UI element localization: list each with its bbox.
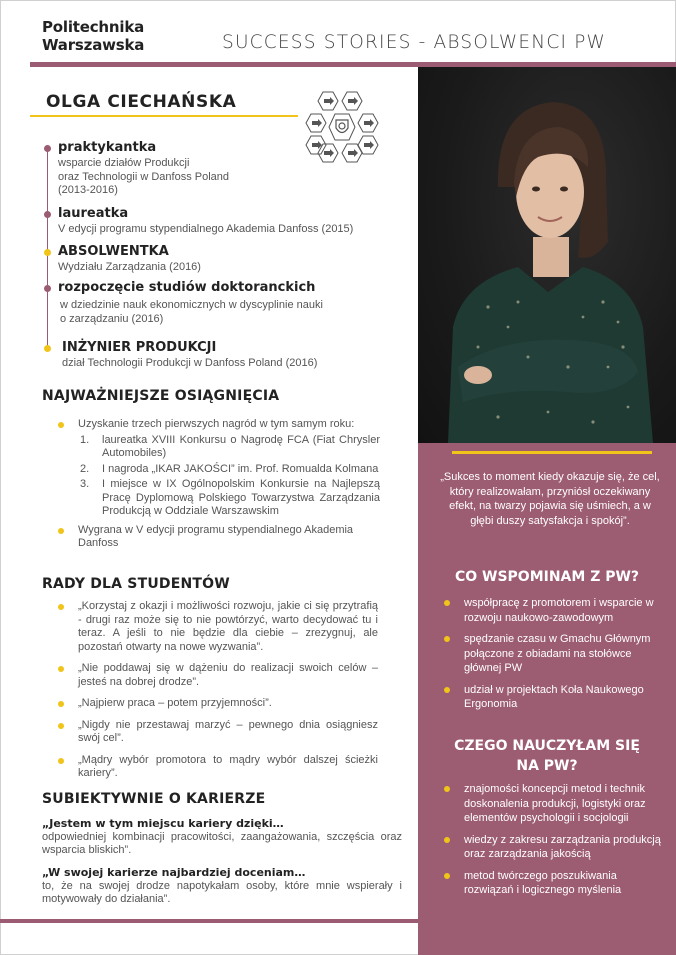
list-item: współpracę z promotorem i wsparcie w rozwoju naukowo-zawodowym (444, 596, 666, 625)
list-item: spędzanie czasu w Gmachu Głównym połączone z obiadami na stołówce głównej PW (444, 632, 666, 676)
tips-list (58, 600, 378, 789)
list-item: „Korzystaj z okazji i możliwości rozwoju, jakie ci się przytrafią - drugi raz może się to nie powtórzyć, warto decydować tu i teraz. A jeśli to nie będzie dla ciebie – zrezygnuj, ale pozostań otwarty na nowe wyzwania”. (58, 600, 378, 654)
timeline-desc-line: o zarządzaniu (2016) (60, 312, 164, 325)
career-answer-1 (42, 817, 402, 858)
learned-title (428, 736, 666, 776)
list-item: „Najpierw praca – potem przyjemności”. (58, 697, 378, 711)
list-item: „Nigdy nie przestawaj marzyć – pewnego dnia osiągniesz swój cel”. (58, 719, 378, 746)
learned-title-line: NA PW? (516, 758, 578, 774)
timeline-desc-line: wsparcie działów Produkcji (58, 157, 190, 169)
achievement-text: Uzyskanie trzech pierwszych nagród w tym samym roku: (78, 418, 355, 430)
list-item (78, 434, 380, 461)
profile-name: OLGA CIECHAŃSKA (46, 92, 237, 112)
list-item: wiedzy z zakresu zarządzania produkcją oraz zarządzania jakością (444, 833, 666, 862)
timeline-heading: praktykantka (58, 140, 157, 155)
career-answer: odpowiedniej kombinacji pracowitości, zaangażowania, szczęścia oraz wsparcia bliskich”. (42, 830, 402, 856)
award-text: I miejsce w IX Ogólnopolskim Konkursie na Najlepszą Pracę Dyplomową Polskiego Towarzystwa Zarządzania Produkcją w Oddziale Warszawskim (102, 478, 380, 517)
achievement-text: Wygrana w V edycji programu stypendialnego Akademia Danfoss (78, 523, 354, 549)
logo-line-1: Politechnika (42, 18, 145, 36)
award-number: 1. (80, 433, 90, 446)
timeline-line (47, 147, 48, 347)
list-item: znajomości koncepcji metod i technik doskonalenia produkcji, logistyki oraz elementów psychologii i socjologii (444, 782, 666, 826)
timeline-desc-line: oraz Technologii w Danfoss Poland (58, 170, 230, 183)
timeline-desc-line: w dziedzinie nauk ekonomicznych w dyscyplinie nauki (60, 299, 323, 311)
list-item (58, 524, 380, 551)
timeline-dot (44, 345, 51, 352)
list-item: udział w projektach Koła Naukowego Ergonomia (444, 683, 666, 712)
portrait-photo (418, 67, 676, 443)
list-item (78, 463, 380, 477)
timeline-description (62, 357, 317, 371)
timeline-description (58, 223, 353, 237)
timeline-desc-line: V edycji programu stypendialnego Akademia Danfoss (2015) (58, 223, 354, 235)
portrait-illustration (418, 67, 676, 443)
tips-title: RADY DLA STUDENTÓW (42, 576, 230, 592)
timeline-desc-line: Wydziału Zarządzania (2016) (58, 261, 201, 273)
timeline-description (60, 299, 323, 326)
learned-list (444, 782, 666, 905)
timeline-heading: rozpoczęcie studiów doktoranckich (58, 280, 316, 295)
award-text: laureatka XVIII Konkursu o Nagrodę FCA (Fiat Chrysler Automobiles) (102, 433, 380, 459)
timeline-dot (44, 285, 51, 292)
award-number: 3. (80, 478, 90, 490)
success-quote: „Sukces to moment kiedy okazuje się, że cel, który realizowałam, przyniósł oczekiwany efekt, na twarzy pojawia się uśmiech, a w głębi duszy satysfakcja i spokój”. (440, 471, 660, 527)
timeline-desc-line: (2013-2016) (58, 184, 118, 196)
timeline-heading: ABSOLWENTKA (58, 244, 169, 259)
career-answer: to, że na swojej drodze napotykałam osoby, które mnie wspierały i motywowały do działania”. (42, 879, 402, 905)
career-question: „Jestem w tym miejscu kariery dzięki… (42, 817, 284, 830)
timeline-dot (44, 249, 51, 256)
header-title: SUCCESS STORIES - ABSOLWENCI PW (222, 32, 607, 53)
list-item: „Mądry wybór promotora to mądry wybór dalszej ścieżki kariery”. (58, 754, 378, 781)
career-question: „W swojej karierze najbardziej doceniam… (42, 866, 306, 879)
memories-list (444, 596, 666, 719)
career-title: SUBIEKTYWNIE O KARIERZE (42, 791, 266, 807)
timeline-heading: INŻYNIER PRODUKCJI (62, 340, 217, 355)
timeline-description (58, 157, 229, 198)
university-logo (42, 18, 144, 54)
timeline-dot (44, 211, 51, 218)
timeline-description (58, 261, 201, 275)
quote-accent-line (452, 451, 652, 454)
awards-sublist (78, 434, 380, 519)
achievements-title: NAJWAŻNIEJSZE OSIĄGNIĘCIA (42, 388, 280, 404)
name-underline (30, 115, 298, 117)
timeline-desc-line: dział Technologii Produkcji w Danfoss Poland (2016) (62, 357, 318, 369)
career-answer-2 (42, 866, 402, 907)
award-number: 2. (80, 462, 90, 475)
list-item: metod twórczego poszukiwania rozwiązań i logicznego myślenia (444, 869, 666, 898)
achievements-list (58, 418, 380, 556)
timeline-dot (44, 145, 51, 152)
hexagon-arrows-icon (303, 88, 381, 166)
award-text: I nagroda „IKAR JAKOŚCI” im. Prof. Romualda Kolmana (102, 462, 379, 475)
learned-title-line: CZEGO NAUCZYŁAM SIĘ (454, 738, 640, 754)
list-item: „Nie poddawaj się w dążeniu do realizacji swoich celów – jesteś na dobrej drodze”. (58, 662, 378, 689)
list-item (58, 418, 380, 519)
list-item (78, 478, 380, 519)
logo-line-2: Warszawska (42, 36, 145, 54)
memories-title: CO WSPOMINAM Z PW? (454, 569, 640, 585)
timeline-heading: laureatka (58, 206, 129, 221)
footer-divider (0, 919, 418, 923)
